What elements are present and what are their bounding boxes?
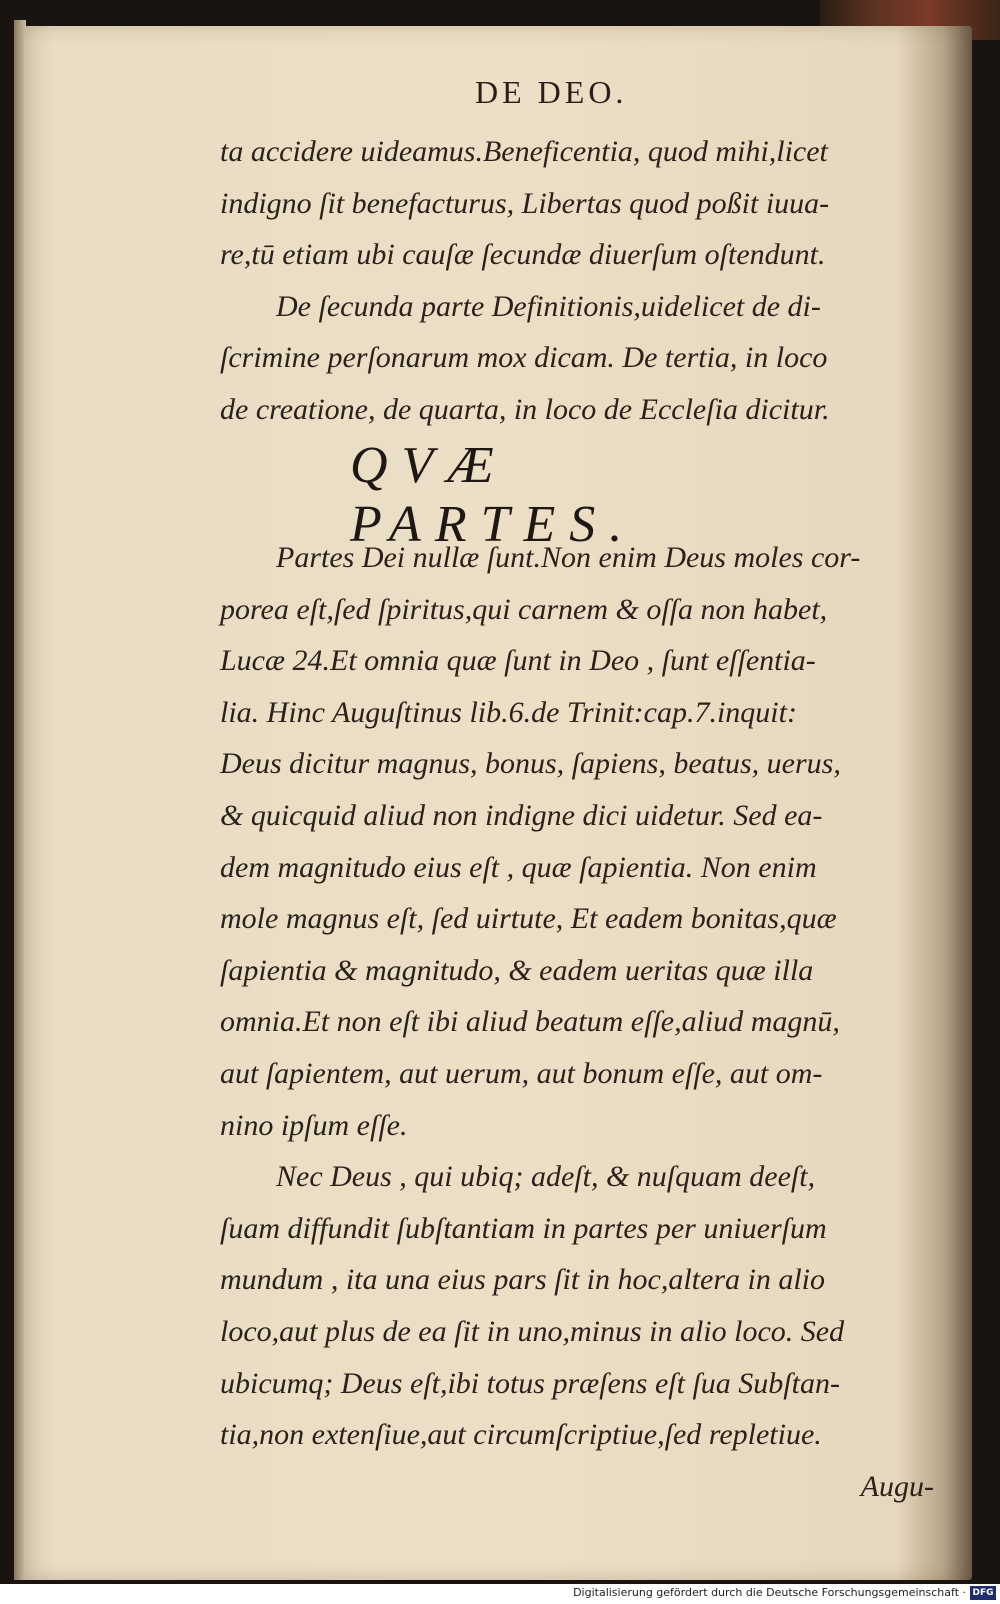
- text-line: lia. Hinc Auguſtinus lib.6.de Trinit:cap.7.inquit:: [220, 695, 797, 729]
- text-line: & quicquid aliud non indigne dici uidetur. Sed ea-: [220, 798, 823, 832]
- text-line: porea eſt,ſed ſpiritus,qui carnem & oſſa non habet,: [220, 592, 828, 626]
- funding-credit: Digitalisierung gefördert durch die Deutsche Forschungsgemeinschaft ·: [573, 1586, 966, 1599]
- text-line: omnia.Et non eſt ibi aliud beatum eſſe,aliud magnū,: [220, 1005, 840, 1039]
- catchword: Augu-: [860, 1469, 934, 1503]
- text-line: re,tū etiam ubi cauſæ ſecundæ diuerſum oſtendunt.: [220, 238, 826, 272]
- text-line: De ſecunda parte Definitionis,uidelicet de di-: [276, 289, 821, 323]
- dfg-logo: DFG: [970, 1586, 996, 1600]
- text-line: ubicumq; Deus eſt,ibi totus præſens eſt ſua Subſtan-: [220, 1366, 840, 1400]
- text-line: Lucæ 24.Et omnia quæ ſunt in Deo , ſunt eſſentia-: [220, 644, 816, 678]
- text-line: aut ſapientem, aut uerum, aut bonum eſſe, aut om-: [220, 1056, 823, 1090]
- text-line: loco,aut plus de ea ſit in uno,minus in alio loco. Sed: [220, 1314, 845, 1348]
- text-line: tia,non extenſiue,aut circumſcriptiue,ſed repletiue.: [220, 1418, 822, 1452]
- text-line: Partes Dei nullæ ſunt.Non enim Deus moles cor-: [276, 541, 861, 574]
- text-line: nino ipſum eſſe.: [220, 1108, 408, 1142]
- text-line: Nec Deus , qui ubiq; adeſt, & nuſquam deeſt,: [276, 1160, 816, 1194]
- text-line: mundum , ita una eius pars ſit in hoc,altera in alio: [220, 1263, 825, 1297]
- top-paragraphs: [220, 126, 934, 436]
- text-line: mole magnus eſt, ſed uirtute, Et eadem bonitas,quæ: [220, 902, 837, 936]
- text-line: Deus dicitur magnus, bonus, ſapiens, beatus, uerus,: [220, 747, 841, 781]
- text-line: ſuam diffundit ſubſtantiam in partes per uniuerſum: [220, 1211, 827, 1245]
- section-heading: QVÆ PARTES.: [350, 437, 637, 553]
- text-line: de creatione, de quarta, in loco de Eccleſia dicitur.: [220, 392, 830, 426]
- text-line: ſapientia & magnitudo, & eadem ueritas quæ illa: [220, 953, 814, 987]
- text-line: indigno ſit benefacturus, Libertas quod poßit iuua-: [220, 186, 830, 220]
- text-line: ta accidere uideamus.Beneficentia, quod mihi,licet: [220, 135, 828, 168]
- text-line: ſcrimine perſonarum mox dicam. De tertia, in loco: [220, 341, 828, 375]
- body-paragraphs: [220, 532, 934, 1512]
- running-head: DE DEO.: [475, 74, 628, 110]
- text-line: dem magnitudo eius eſt , quæ ſapientia. Non enim: [220, 850, 817, 884]
